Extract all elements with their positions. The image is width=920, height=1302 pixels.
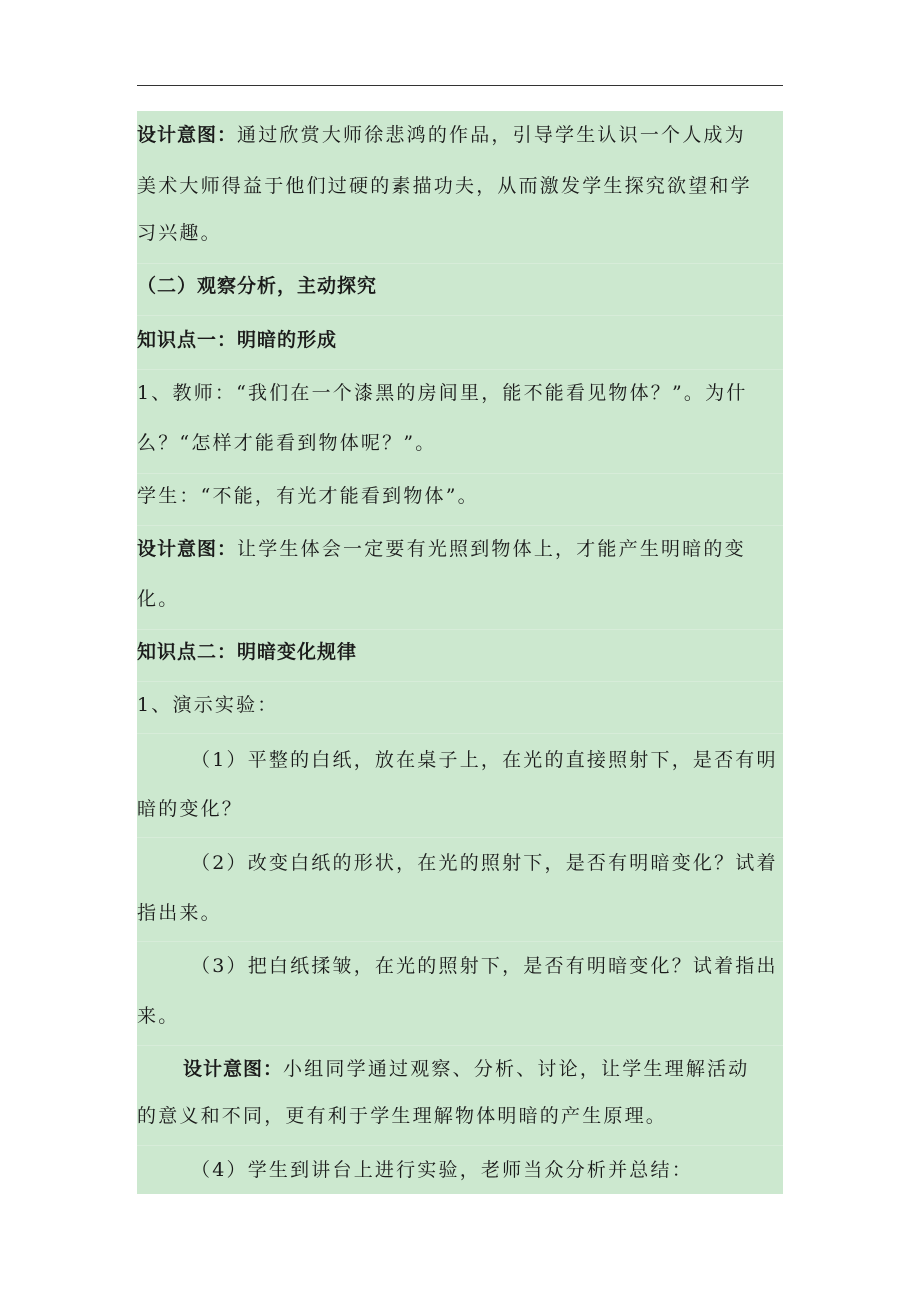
intent3-label: 设计意图：	[183, 1058, 284, 1080]
intent3-text1: 小组同学通过观察、分析、讨论，让学生理解活动	[283, 1058, 750, 1080]
exp3-line2: 来。	[137, 1005, 180, 1027]
row-separator	[137, 473, 783, 474]
kp2-heading: 知识点二：明暗变化规律	[137, 641, 358, 663]
exp1-line1: （1）平整的白纸，放在桌子上，在光的直接照射下，是否有明	[191, 749, 778, 771]
section2-heading: （二）观察分析，主动探究	[137, 275, 378, 297]
row-separator	[137, 681, 783, 682]
teacher-question-line1: 1、教师：“我们在一个漆黑的房间里，能不能看见物体？”。为什	[137, 382, 748, 404]
row-separator	[137, 941, 783, 942]
intent1-line1	[137, 123, 783, 147]
exp3-line1: （3）把白纸揉皱，在光的照射下，是否有明暗变化？试着指出	[191, 955, 778, 977]
exp4-line: （4）学生到讲台上进行实验，老师当众分析并总结：	[191, 1159, 693, 1181]
exp2-line1: （2）改变白纸的形状，在光的照射下，是否有明暗变化？试着	[191, 852, 778, 874]
intent3-line1	[137, 1057, 829, 1081]
row-separator	[137, 369, 783, 370]
row-separator	[137, 263, 783, 264]
teacher-question-line2: 么？“怎样才能看到物体呢？”。	[137, 432, 437, 454]
header-rule	[137, 85, 783, 86]
intent3-line2: 的意义和不同，更有利于学生理解物体明暗的产生原理。	[137, 1105, 668, 1127]
kp1-heading: 知识点一：明暗的形成	[137, 329, 338, 351]
exp1-line2: 暗的变化？	[137, 798, 244, 820]
intent2-line2: 化。	[137, 588, 180, 610]
intent1-line2: 美术大师得益于他们过硬的素描功夫，从而激发学生探究欲望和学	[137, 175, 752, 197]
intent2-text1: 让学生体会一定要有光照到物体上，才能产生明暗的变	[237, 538, 746, 560]
row-separator	[137, 525, 783, 526]
intent1-text1: 通过欣赏大师徐悲鸿的作品，引导学生认识一个人成为	[237, 124, 746, 146]
student-answer: 学生：“不能，有光才能看到物体”。	[137, 485, 479, 507]
intent2-line1	[137, 537, 783, 561]
row-separator	[137, 629, 783, 630]
row-separator	[137, 733, 783, 734]
row-separator	[137, 315, 783, 316]
row-separator	[137, 1145, 783, 1146]
row-separator	[137, 1045, 783, 1046]
highlighted-content-block	[137, 111, 783, 1194]
intent1-line3: 习兴趣。	[137, 222, 222, 244]
demo-heading: 1、演示实验：	[137, 694, 279, 716]
intent2-label: 设计意图：	[137, 538, 238, 560]
exp2-line2: 指出来。	[137, 902, 222, 924]
intent1-label: 设计意图：	[137, 124, 238, 146]
row-separator	[137, 837, 783, 838]
